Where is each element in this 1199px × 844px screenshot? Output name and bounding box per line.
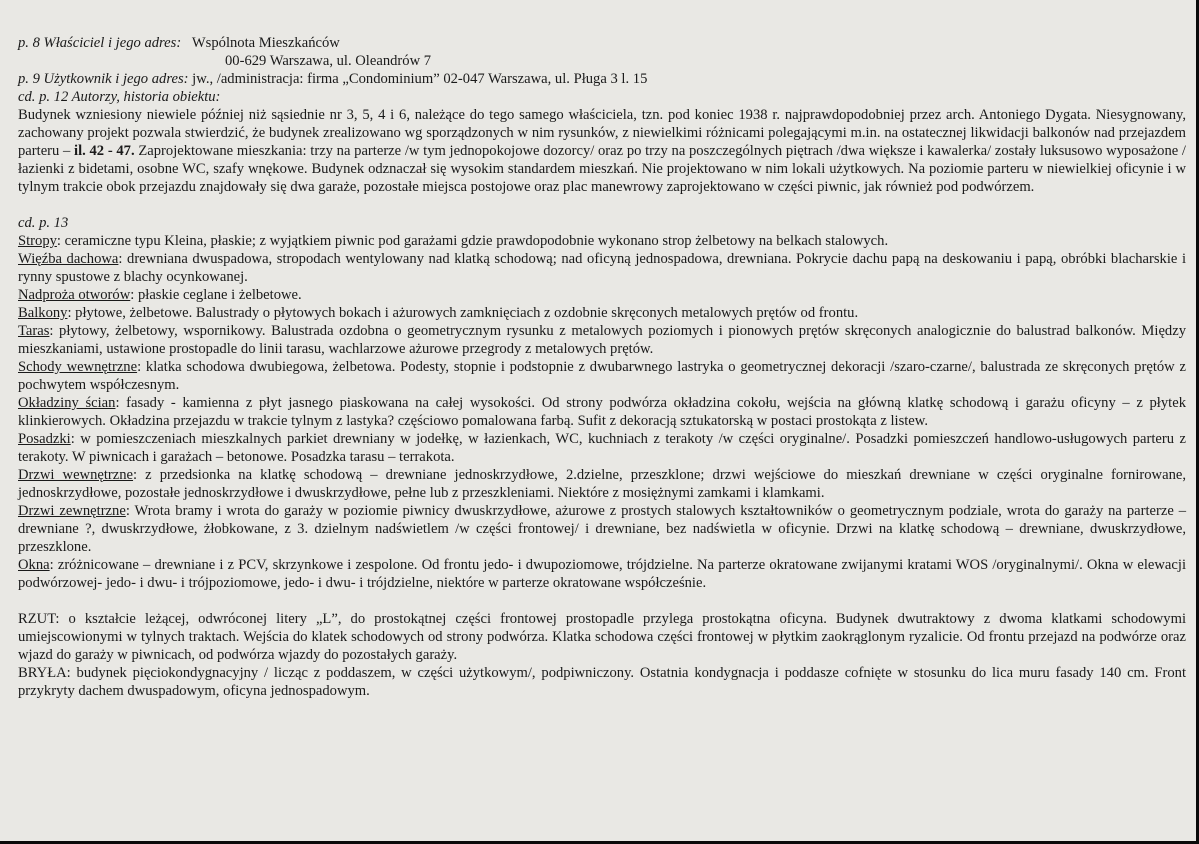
element-paragraph — [18, 358, 1186, 394]
element-paragraph — [18, 394, 1186, 430]
element-paragraph — [18, 322, 1186, 358]
element-term: Schody wewnętrzne — [18, 359, 138, 375]
authors-heading: cd. p. 12 Autorzy, historia obiektu: — [18, 89, 221, 105]
element-term: Balkony — [18, 305, 68, 321]
element-term: Taras — [18, 323, 50, 339]
element-paragraph — [18, 250, 1186, 286]
element-description: : płytowy, żelbetowy, wspornikowy. Balustrada ozdobna o geometrycznym rysunku z metalowych poziomych i pionowych prętów skręconych analogicznie do balustrad balkonów. Między mieszkaniami, ustawione prostopadle do linii tarasu, wachlarzowe ażurowe przegrody z metalowych prętów. — [18, 323, 1186, 357]
element-term: Drzwi zewnętrzne — [18, 503, 126, 519]
document-page — [18, 34, 1186, 700]
element-description: : z przedsionka na klatkę schodową – drewniane jednoskrzydłowe, 2.dzielne, przeszklone; drzwi wejściowe do mieszkań drewniane w części oryginalne fornirowane, jednoskrzydłowe, pozostałe jednoskrzydłowe i dwuskrzydłowe, pełne lub z przeszkleniami. Niektóre z mosiężnymi zamkami i klamkami. — [18, 467, 1186, 501]
section-13-heading: cd. p. 13 — [18, 215, 69, 231]
element-description: : zróżnicowane – drewniane i z PCV, skrzynkowe i zespolone. Od frontu jedo- i dwupoziomowe, trójdzielne. Na parterze okratowane zwijanymi kratami WOS /oryginalnymi/. Okna w elewacji podwórzowej- jedo- i dwu- i trójpoziomowe, jedo- i dwu- i trójdzielne, niektóre w parterze okratowane współcześnie. — [18, 557, 1186, 591]
element-paragraph — [18, 430, 1186, 466]
element-term: Okładziny ścian — [18, 395, 116, 411]
element-description: : fasady - kamienna z płyt jasnego piaskowana na całej wysokości. Od strony podwórza okładzina cokołu, wejścia na główną klatkę schodową i garażu oficyny – z płytek klinkierowych. Okładzina przejazdu w trakcie tylnym z lastyka? częściowo pomalowana farbą. Sufit z dekoracją sztukatorską w postaci prostokąta z listew. — [18, 395, 1186, 429]
element-term: Więźba dachowa — [18, 251, 119, 267]
rzut-paragraph: RZUT: o kształcie leżącej, odwróconej litery „L”, do prostokątnej części frontowej prostopadle przylega prostokątna oficyna. Budynek dwutraktowy z dwoma klatkami schodowymi umiejscowionymi w tylnych traktach. Wejścia do klatek schodowych od strony podwórza. Klatka schodowa części frontowej w płytkim zaokrąglonym ryzalicie. Od frontu przejazd na podwórze oraz wjazd do garaży w piwnicach, od podwórza wjazdy do pozostałych garaży. — [18, 611, 1186, 663]
history-paragraph — [18, 106, 1186, 196]
owner-name: Wspólnota Mieszkańców — [191, 35, 340, 51]
element-description: : Wrota bramy i wrota do garaży w poziomie piwnicy dwuskrzydłowe, ażurowe z prostych stalowych kształtowników o geometrycznym podziale, wrota do garaży na parterze – drewniane ?, dwuskrzydłowe, żłobkowane, z 3. dzielnym nadświetlem /w części frontowej/ i drewniane, bez nadświetla w oficynie. Drzwi na klatkę schodową – drewniane, dwuskrzydłowe, przeszklone. — [18, 503, 1186, 555]
element-description: : płytowe, żelbetowe. Balustrady o płytowych bokach i ażurowych zamknięciach z ozdobnie skręconych metalowych prętów od frontu. — [67, 305, 859, 321]
element-description: : w pomieszczeniach mieszkalnych parkiet drewniany w jodełkę, w łazienkach, WC, kuchniach z terakoty /w części oryginalne/. Posadzki pomieszczeń handlowo-usługowych parteru z terakoty. W piwnicach i garażach – betonowe. Posadzka tarasu – terrakota. — [18, 431, 1186, 465]
element-description: : ceramiczne typu Kleina, płaskie; z wyjątkiem piwnic pod garażami gdzie prawdopodobnie wykonano strop żelbetowy na belkach stalowych. — [56, 233, 889, 249]
illustration-ref: il. 42 - 47. — [74, 143, 135, 159]
owner-address: 00-629 Warszawa, ul. Oleandrów 7 — [225, 53, 432, 69]
element-term: Posadzki — [18, 431, 71, 447]
element-term: Drzwi wewnętrzne — [18, 467, 134, 483]
history-text-1: Budynek wzniesiony niewiele później niż sąsiednie nr 3, 5, 4 i 6, należące do tego samego właściciela, tzn. pod koniec 1938 r. najprawdopodobniej przez arch. Antoniego Dygata. Niesygnowany, zachowany projekt pozwala stwierdzić, że budynek zrealizowano wg sporządzonych w nim rysunków, z niewielkimi różnicami polegającymi m.in. na ostatecznej likwidacji balkonów nad przejazdem parteru – — [18, 107, 1186, 159]
element-description: : drewniana dwuspadowa, stropodach wentylowany nad klatką schodową; nad oficyną jednospadowa, drewniana. Pokrycie dachu papą na deskowaniu i papą, obróbki blacharskie i rynny spustowe z blachy ocynkowanej. — [18, 251, 1186, 285]
element-paragraph — [18, 232, 1186, 250]
element-paragraph — [18, 286, 1186, 304]
user-label: p. 9 Użytkownik i jego adres: — [18, 71, 189, 87]
element-term: Nadproża otworów — [18, 287, 131, 303]
element-term: Stropy — [18, 233, 57, 249]
spacer — [18, 592, 1186, 610]
spacer — [18, 196, 1186, 214]
element-paragraph — [18, 304, 1186, 322]
element-paragraph — [18, 556, 1186, 592]
owner-label: p. 8 Właściciel i jego adres: — [18, 35, 182, 51]
owner-line — [18, 34, 1186, 52]
history-text-2: Zaprojektowane mieszkania: trzy na parterze /w tym jednopokojowe dozorcy/ oraz po trzy na poszczególnych piętrach /dwa większe i kawalerka/ zostały luksusowo wyposażone /łazienki z bidetami, osobne WC, szafy wnękowe. Budynek odznaczał się wysokim standardem mieszkań. Nie projektowano w nim lokali użytkowych. Na poziomie parteru w niewielkiej oficynie i w tylnym trakcie obok przejazdu znajdowały się dwa garaże, pozostałe miejsca postojowe oraz plac manewrowy zaprojektowano w części piwnic, jak również pod podwórzem. — [18, 143, 1186, 195]
element-description: : klatka schodowa dwubiegowa, żelbetowa. Podesty, stopnie i podstopnie z dwubarwnego lastryka o geometrycznej dekoracji /szaro-czarne/, balustrada ze skręconych prętów z pochwytem współczesnym. — [18, 359, 1186, 393]
user-line — [18, 70, 1186, 88]
element-term: Okna — [18, 557, 50, 573]
element-paragraph — [18, 502, 1186, 556]
building-elements-list — [18, 232, 1186, 592]
bryla-paragraph: BRYŁA: budynek pięciokondygnacyjny / licząc z poddaszem, w części użytkowym/, podpiwniczony. Ostatnia kondygnacja i poddasze cofnięte w stosunku do lica muru fasady 140 cm. Front przykryty dachem dwuspadowym, oficyna jednospadowym. — [18, 665, 1186, 699]
user-value: jw., /administracja: firma „Condominium” 02-047 Warszawa, ul. Pługa 3 l. 15 — [192, 71, 648, 87]
element-description: : płaskie ceglane i żelbetowe. — [130, 287, 302, 303]
element-paragraph — [18, 466, 1186, 502]
